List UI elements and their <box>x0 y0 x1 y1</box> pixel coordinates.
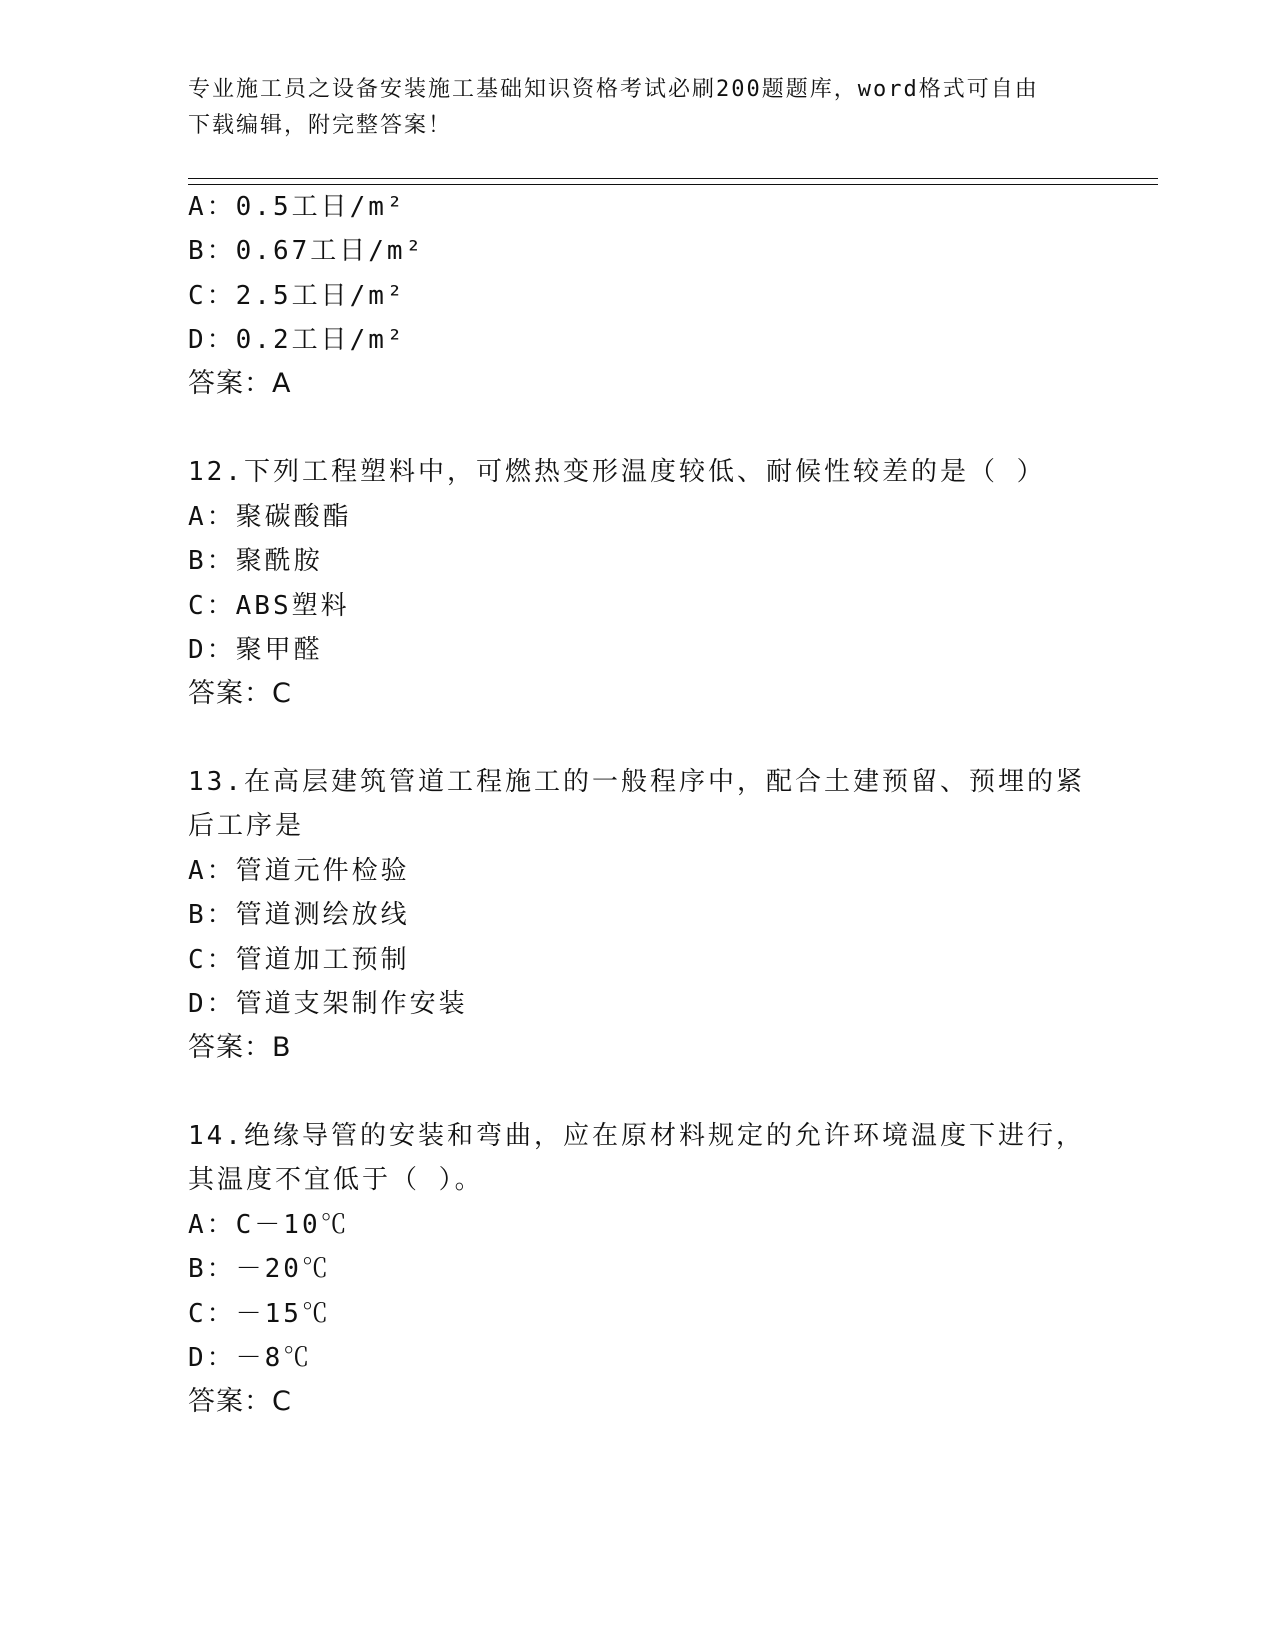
q13-question-line-2: 后工序是 <box>188 811 305 841</box>
q12-option-d: D：聚甲醛 <box>188 635 323 665</box>
header-divider-bottom <box>188 184 1158 185</box>
q14-answer: 答案：C <box>188 1386 292 1417</box>
q13-option-a: A：管道元件检验 <box>188 856 410 886</box>
q13-option-d: D：管道支架制作安装 <box>188 989 468 1019</box>
q13-answer: 答案：B <box>188 1032 292 1063</box>
q14-option-a: A：C－10℃ <box>188 1210 350 1240</box>
q14-question-line-1: 14.绝缘导管的安装和弯曲，应在原材料规定的允许环境温度下进行， <box>188 1121 1085 1151</box>
prev-option-b: B：0.67工日/m² <box>188 236 425 266</box>
prev-option-c: C：2.5工日/m² <box>188 281 406 311</box>
q14-question-line-2: 其温度不宜低于（ ）。 <box>188 1165 484 1195</box>
q14-option-d: D：－8℃ <box>188 1343 313 1373</box>
q13-option-c: C：管道加工预制 <box>188 945 410 975</box>
q12-option-b: B：聚酰胺 <box>188 546 323 576</box>
q13-option-b: B：管道测绘放线 <box>188 900 410 930</box>
prev-option-d: D：0.2工日/m² <box>188 325 406 355</box>
q13-question-line-1: 13.在高层建筑管道工程施工的一般程序中，配合土建预留、预埋的紧 <box>188 767 1085 797</box>
document-header <box>188 72 1088 144</box>
q12-question: 12.下列工程塑料中，可燃热变形温度较低、耐候性较差的是（ ） <box>188 457 1046 487</box>
prev-option-a: A：0.5工日/m² <box>188 192 406 222</box>
q14-option-c: C：－15℃ <box>188 1299 331 1329</box>
q12-option-a: A：聚碳酸酯 <box>188 502 352 532</box>
header-line-2: 下载编辑，附完整答案！ <box>188 113 453 138</box>
q12-answer: 答案：C <box>188 678 292 709</box>
q12-option-c: C：ABS塑料 <box>188 591 350 621</box>
prev-answer: 答案：A <box>188 368 292 399</box>
q14-option-b: B：－20℃ <box>188 1254 331 1284</box>
header-divider-top <box>188 178 1158 179</box>
header-line-1: 专业施工员之设备安装施工基础知识资格考试必刷200题题库，word格式可自由 <box>188 77 1039 102</box>
